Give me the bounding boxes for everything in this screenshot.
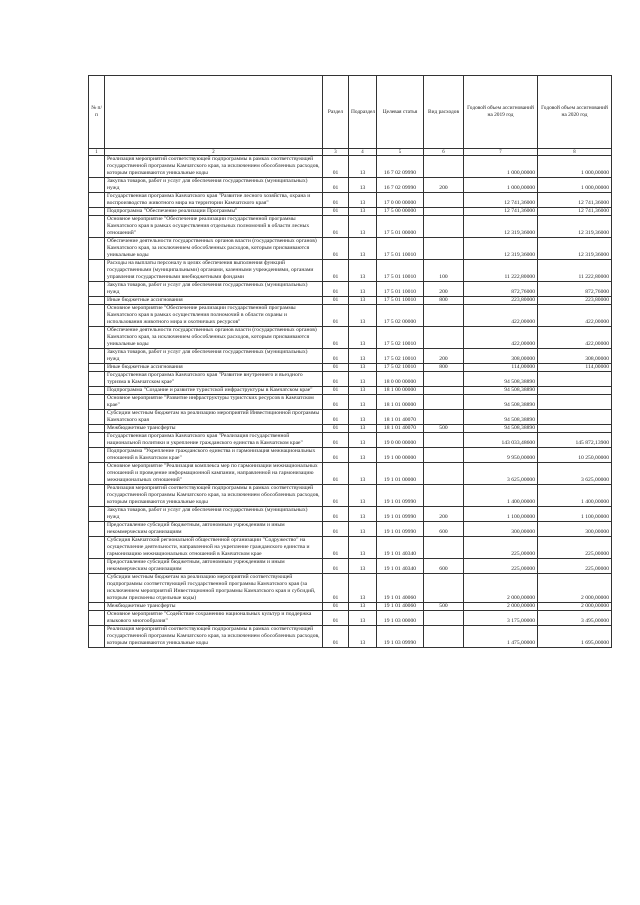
row-razdel-cell: 01 bbox=[323, 193, 349, 208]
table-row bbox=[89, 260, 612, 282]
row-number-cell bbox=[89, 305, 105, 327]
row-2019-cell: 1 000,00000 bbox=[464, 178, 538, 193]
row-name-cell: Государственная программа Камчатского края "Развитие внутреннего и въездного туризма в Камчатском крае" bbox=[105, 372, 323, 387]
row-podrazdel-cell: 13 bbox=[349, 297, 377, 305]
row-podrazdel-cell: 13 bbox=[349, 216, 377, 238]
row-podrazdel-cell: 13 bbox=[349, 349, 377, 364]
row-2019-cell: 2 000,00000 bbox=[464, 603, 538, 611]
row-2020-cell: 1 000,00000 bbox=[538, 156, 612, 178]
row-podrazdel-cell: 13 bbox=[349, 327, 377, 349]
budget-table-page bbox=[88, 75, 611, 648]
row-name-cell: Основное мероприятие "Развитие инфраструктуры туристских ресурсов в Камчатском крае" bbox=[105, 395, 323, 410]
table-row bbox=[89, 559, 612, 574]
row-csr-cell: 17 5 02 10010 bbox=[377, 327, 424, 349]
row-name-cell: Иные бюджетные ассигнования bbox=[105, 364, 323, 372]
row-2020-cell bbox=[538, 410, 612, 425]
row-vr-cell bbox=[424, 463, 464, 485]
row-vr-cell bbox=[424, 216, 464, 238]
row-2020-cell: 225,00000 bbox=[538, 559, 612, 574]
table-row bbox=[89, 156, 612, 178]
table-row bbox=[89, 603, 612, 611]
row-number-cell bbox=[89, 626, 105, 648]
row-name-cell: Реализация мероприятий соответствующей подпрограммы в рамках соответствующей государственной программы Камчатского края, за исключением обособленных расходов, которым присваиваются уникальные коды bbox=[105, 485, 323, 507]
row-csr-cell: 19 1 01 40060 bbox=[377, 574, 424, 603]
row-csr-cell: 18 1 01 00000 bbox=[377, 395, 424, 410]
row-vr-cell bbox=[424, 156, 464, 178]
row-podrazdel-cell: 13 bbox=[349, 260, 377, 282]
row-2019-cell: 12 319,36000 bbox=[464, 216, 538, 238]
row-razdel-cell: 01 bbox=[323, 387, 349, 395]
row-2020-cell: 308,00000 bbox=[538, 349, 612, 364]
row-2020-cell: 11 222,80000 bbox=[538, 260, 612, 282]
table-row bbox=[89, 410, 612, 425]
colnum: 6 bbox=[424, 149, 464, 156]
colnum: 1 bbox=[89, 149, 105, 156]
row-2020-cell: 1 100,00000 bbox=[538, 507, 612, 522]
row-razdel-cell: 01 bbox=[323, 178, 349, 193]
row-razdel-cell: 01 bbox=[323, 559, 349, 574]
row-csr-cell: 19 1 01 09990 bbox=[377, 522, 424, 537]
row-2019-cell: 225,00000 bbox=[464, 559, 538, 574]
row-csr-cell: 17 5 01 10010 bbox=[377, 260, 424, 282]
table-row bbox=[89, 522, 612, 537]
row-name-cell: Межбюджетные трансферты bbox=[105, 425, 323, 433]
row-2020-cell: 300,00000 bbox=[538, 522, 612, 537]
row-csr-cell: 17 5 01 10010 bbox=[377, 238, 424, 260]
row-number-cell bbox=[89, 372, 105, 387]
table-row bbox=[89, 574, 612, 603]
row-2019-cell: 3 175,00000 bbox=[464, 611, 538, 626]
row-number-cell bbox=[89, 156, 105, 178]
row-razdel-cell: 01 bbox=[323, 410, 349, 425]
row-2019-cell: 308,00000 bbox=[464, 349, 538, 364]
colnum: 8 bbox=[538, 149, 612, 156]
row-razdel-cell: 01 bbox=[323, 537, 349, 559]
table-row bbox=[89, 425, 612, 433]
row-podrazdel-cell: 13 bbox=[349, 559, 377, 574]
row-vr-cell: 500 bbox=[424, 425, 464, 433]
row-number-cell bbox=[89, 448, 105, 463]
row-razdel-cell: 01 bbox=[323, 238, 349, 260]
table-row bbox=[89, 372, 612, 387]
row-vr-cell bbox=[424, 305, 464, 327]
row-csr-cell: 17 5 00 00000 bbox=[377, 208, 424, 216]
row-2020-cell: 145 872,13900 bbox=[538, 433, 612, 448]
row-razdel-cell: 01 bbox=[323, 522, 349, 537]
row-number-cell bbox=[89, 485, 105, 507]
row-2020-cell: 114,00000 bbox=[538, 364, 612, 372]
row-csr-cell: 19 1 01 00000 bbox=[377, 463, 424, 485]
row-2020-cell bbox=[538, 425, 612, 433]
row-2020-cell: 225,00000 bbox=[538, 537, 612, 559]
header-row bbox=[89, 76, 612, 149]
row-name-cell: Предоставление субсидий бюджетным, автономным учреждениям и иным некоммерческим организациям bbox=[105, 522, 323, 537]
row-razdel-cell: 01 bbox=[323, 448, 349, 463]
row-podrazdel-cell: 13 bbox=[349, 603, 377, 611]
row-razdel-cell: 01 bbox=[323, 297, 349, 305]
row-name-cell: Реализация мероприятий соответствующей подпрограммы в рамках соответствующей государственной программы Камчатского края, за исключением обособленных расходов, которым присваиваются уникальные коды bbox=[105, 626, 323, 648]
table-row bbox=[89, 463, 612, 485]
row-csr-cell: 19 1 01 09990 bbox=[377, 485, 424, 507]
row-2019-cell: 1 400,00000 bbox=[464, 485, 538, 507]
row-2020-cell: 12 319,36000 bbox=[538, 216, 612, 238]
table-row bbox=[89, 282, 612, 297]
row-number-cell bbox=[89, 297, 105, 305]
row-name-cell: Расходы на выплаты персоналу в целях обеспечения выполнения функций государственными (муниципальными) органами, казенными учреждениями, органами управления государственными внебюджетными фондами bbox=[105, 260, 323, 282]
header-name bbox=[105, 76, 323, 149]
row-2019-cell: 9 950,00000 bbox=[464, 448, 538, 463]
header-csr: Целевая статья bbox=[377, 76, 424, 149]
table-row bbox=[89, 349, 612, 364]
row-vr-cell bbox=[424, 611, 464, 626]
row-name-cell: Субсидии местным бюджетам на реализацию мероприятий Инвестиционной программы Камчатского края bbox=[105, 410, 323, 425]
row-name-cell: Подпрограмма "Создание и развитие туристской инфраструктуры в Камчатском крае" bbox=[105, 387, 323, 395]
row-2019-cell: 422,00000 bbox=[464, 327, 538, 349]
row-csr-cell: 18 1 00 00000 bbox=[377, 387, 424, 395]
row-vr-cell bbox=[424, 372, 464, 387]
row-name-cell: Реализация мероприятий соответствующей подпрограммы в рамках соответствующей государственной программы Камчатского края, за исключением обособленных расходов, которым присваиваются уникальные коды bbox=[105, 156, 323, 178]
row-razdel-cell: 01 bbox=[323, 603, 349, 611]
row-csr-cell: 19 1 03 00000 bbox=[377, 611, 424, 626]
row-number-cell bbox=[89, 395, 105, 410]
row-razdel-cell: 01 bbox=[323, 611, 349, 626]
row-name-cell: Государственная программа Камчатского края "Реализация государственной национальной политики и укрепление гражданского единства в Камчатском крае" bbox=[105, 433, 323, 448]
row-2020-cell: 12 741,36000 bbox=[538, 208, 612, 216]
row-vr-cell bbox=[424, 574, 464, 603]
row-csr-cell: 17 5 02 00000 bbox=[377, 305, 424, 327]
row-2019-cell: 225,00000 bbox=[464, 537, 538, 559]
table-row bbox=[89, 208, 612, 216]
row-2019-cell: 114,00000 bbox=[464, 364, 538, 372]
row-2019-cell: 1 475,00000 bbox=[464, 626, 538, 648]
row-number-cell bbox=[89, 193, 105, 208]
row-razdel-cell: 01 bbox=[323, 425, 349, 433]
row-name-cell: Закупка товаров, работ и услуг для обеспечения государственных (муниципальных) нужд bbox=[105, 178, 323, 193]
row-razdel-cell: 01 bbox=[323, 485, 349, 507]
row-vr-cell bbox=[424, 626, 464, 648]
row-csr-cell: 19 1 01 40340 bbox=[377, 537, 424, 559]
row-podrazdel-cell: 13 bbox=[349, 305, 377, 327]
row-name-cell: Основное мероприятие "Реализация комплекса мер по гармонизации межнациональных отношений и проведение информационной кампании, направленной на гармонизацию межнациональных отношений" bbox=[105, 463, 323, 485]
header-2019: Годовой объем ассигнований на 2019 год bbox=[464, 76, 538, 149]
row-2019-cell: 12 741,36000 bbox=[464, 193, 538, 208]
row-vr-cell: 500 bbox=[424, 603, 464, 611]
row-2020-cell: 3 625,00000 bbox=[538, 463, 612, 485]
row-razdel-cell: 01 bbox=[323, 433, 349, 448]
row-2019-cell: 12 319,36000 bbox=[464, 238, 538, 260]
row-podrazdel-cell: 13 bbox=[349, 372, 377, 387]
row-podrazdel-cell: 13 bbox=[349, 156, 377, 178]
row-name-cell: Субсидия Камчатской региональной общественной организации "Содружество" на осуществление деятельности, направленной на укрепление гражданского единства и гармонизацию межнациональных отношений в Камчатском крае bbox=[105, 537, 323, 559]
row-name-cell: Государственная программа Камчатского края "Развитие лесного хозяйства, охрана и воспроизводство животного мира на территории Камчатского края" bbox=[105, 193, 323, 208]
row-vr-cell bbox=[424, 395, 464, 410]
row-name-cell: Иные бюджетные ассигнования bbox=[105, 297, 323, 305]
table-row bbox=[89, 626, 612, 648]
row-vr-cell bbox=[424, 238, 464, 260]
row-podrazdel-cell: 13 bbox=[349, 574, 377, 603]
row-razdel-cell: 01 bbox=[323, 208, 349, 216]
row-razdel-cell: 01 bbox=[323, 626, 349, 648]
table-row bbox=[89, 193, 612, 208]
row-csr-cell: 19 1 01 40060 bbox=[377, 603, 424, 611]
row-podrazdel-cell: 13 bbox=[349, 522, 377, 537]
colnum: 2 bbox=[105, 149, 323, 156]
row-number-cell bbox=[89, 282, 105, 297]
row-2019-cell: 94 508,38890 bbox=[464, 387, 538, 395]
row-podrazdel-cell: 13 bbox=[349, 395, 377, 410]
table-row bbox=[89, 485, 612, 507]
row-vr-cell: 800 bbox=[424, 364, 464, 372]
table-row bbox=[89, 537, 612, 559]
row-2019-cell: 422,00000 bbox=[464, 305, 538, 327]
header-num: № п/п bbox=[89, 76, 105, 149]
column-number-row bbox=[89, 149, 612, 156]
row-2020-cell: 422,00000 bbox=[538, 305, 612, 327]
row-razdel-cell: 01 bbox=[323, 260, 349, 282]
row-number-cell bbox=[89, 260, 105, 282]
row-number-cell bbox=[89, 559, 105, 574]
row-razdel-cell: 01 bbox=[323, 463, 349, 485]
row-vr-cell: 200 bbox=[424, 282, 464, 297]
row-podrazdel-cell: 13 bbox=[349, 537, 377, 559]
row-2019-cell: 94 508,38890 bbox=[464, 372, 538, 387]
row-csr-cell: 18 1 01 40070 bbox=[377, 425, 424, 433]
table-row bbox=[89, 238, 612, 260]
row-number-cell bbox=[89, 603, 105, 611]
row-csr-cell: 18 1 01 40070 bbox=[377, 410, 424, 425]
row-2020-cell: 12 741,36000 bbox=[538, 193, 612, 208]
row-name-cell: Закупка товаров, работ и услуг для обеспечения государственных (муниципальных) нужд bbox=[105, 507, 323, 522]
row-number-cell bbox=[89, 537, 105, 559]
row-csr-cell: 16 7 02 09990 bbox=[377, 156, 424, 178]
row-vr-cell: 600 bbox=[424, 559, 464, 574]
row-name-cell: Подпрограмма "Укрепление гражданского единства и гармонизация межнациональных отношений в Камчатском крае" bbox=[105, 448, 323, 463]
row-vr-cell bbox=[424, 327, 464, 349]
row-number-cell bbox=[89, 522, 105, 537]
colnum: 5 bbox=[377, 149, 424, 156]
table-row bbox=[89, 327, 612, 349]
row-csr-cell: 19 0 00 00000 bbox=[377, 433, 424, 448]
row-vr-cell: 200 bbox=[424, 507, 464, 522]
row-vr-cell: 100 bbox=[424, 260, 464, 282]
row-razdel-cell: 01 bbox=[323, 574, 349, 603]
row-podrazdel-cell: 13 bbox=[349, 387, 377, 395]
row-number-cell bbox=[89, 208, 105, 216]
row-2020-cell bbox=[538, 395, 612, 410]
row-podrazdel-cell: 13 bbox=[349, 626, 377, 648]
row-vr-cell: 600 bbox=[424, 522, 464, 537]
header-razdel: Раздел bbox=[323, 76, 349, 149]
row-podrazdel-cell: 13 bbox=[349, 485, 377, 507]
header-2020: Годовой объем ассигнований на 2020 год bbox=[538, 76, 612, 149]
row-2020-cell: 2 000,00000 bbox=[538, 574, 612, 603]
row-podrazdel-cell: 13 bbox=[349, 433, 377, 448]
row-2020-cell: 1 695,00000 bbox=[538, 626, 612, 648]
row-2020-cell: 2 000,00000 bbox=[538, 603, 612, 611]
row-name-cell: Предоставление субсидий бюджетным, автономным учреждениям и иным некоммерческим организациям bbox=[105, 559, 323, 574]
row-number-cell bbox=[89, 507, 105, 522]
row-podrazdel-cell: 13 bbox=[349, 463, 377, 485]
row-podrazdel-cell: 13 bbox=[349, 410, 377, 425]
row-number-cell bbox=[89, 387, 105, 395]
table-row bbox=[89, 364, 612, 372]
row-csr-cell: 17 5 02 10010 bbox=[377, 364, 424, 372]
row-csr-cell: 19 1 03 09990 bbox=[377, 626, 424, 648]
colnum: 3 bbox=[323, 149, 349, 156]
row-2020-cell: 3 495,00000 bbox=[538, 611, 612, 626]
row-name-cell: Основное мероприятие "Обеспечение реализации государственной программы Камчатского края в рамках осуществления полномочий в области охраны и использования животного мира и охотничьих ресурсов" bbox=[105, 305, 323, 327]
row-number-cell bbox=[89, 463, 105, 485]
row-csr-cell: 17 5 01 10010 bbox=[377, 282, 424, 297]
row-2019-cell: 94 508,38890 bbox=[464, 395, 538, 410]
header-vr: Вид расходов bbox=[424, 76, 464, 149]
row-number-cell bbox=[89, 574, 105, 603]
row-2019-cell: 143 033,48600 bbox=[464, 433, 538, 448]
row-csr-cell: 17 5 01 00000 bbox=[377, 216, 424, 238]
row-vr-cell bbox=[424, 193, 464, 208]
table-row bbox=[89, 297, 612, 305]
table-row bbox=[89, 178, 612, 193]
row-2019-cell: 872,76000 bbox=[464, 282, 538, 297]
row-podrazdel-cell: 13 bbox=[349, 238, 377, 260]
row-name-cell: Закупка товаров, работ и услуг для обеспечения государственных (муниципальных) нужд bbox=[105, 282, 323, 297]
row-name-cell: Подпрограмма "Обеспечение реализации Программы" bbox=[105, 208, 323, 216]
row-csr-cell: 17 5 02 10010 bbox=[377, 349, 424, 364]
row-name-cell: Обеспечение деятельности государственных органов власти (государственных органов) Камчатского края, за исключением обособленных расходов, которым присваиваются уникальные коды bbox=[105, 327, 323, 349]
row-name-cell: Закупка товаров, работ и услуг для обеспечения государственных (муниципальных) нужд bbox=[105, 349, 323, 364]
row-razdel-cell: 01 bbox=[323, 372, 349, 387]
row-2019-cell: 1 100,00000 bbox=[464, 507, 538, 522]
row-name-cell: Обеспечение деятельности государственных органов власти (государственных органов) Камчатского края, за исключением обособленных расходов, которым присваиваются уникальные коды bbox=[105, 238, 323, 260]
row-number-cell bbox=[89, 611, 105, 626]
row-number-cell bbox=[89, 238, 105, 260]
colnum: 7 bbox=[464, 149, 538, 156]
row-2020-cell: 10 250,00000 bbox=[538, 448, 612, 463]
row-csr-cell: 17 0 00 00000 bbox=[377, 193, 424, 208]
row-razdel-cell: 01 bbox=[323, 305, 349, 327]
row-2020-cell: 1 000,00000 bbox=[538, 178, 612, 193]
row-2020-cell: 1 400,00000 bbox=[538, 485, 612, 507]
row-2020-cell bbox=[538, 372, 612, 387]
row-number-cell bbox=[89, 178, 105, 193]
row-razdel-cell: 01 bbox=[323, 349, 349, 364]
budget-allocation-table bbox=[88, 75, 612, 648]
row-2019-cell: 300,00000 bbox=[464, 522, 538, 537]
row-podrazdel-cell: 13 bbox=[349, 208, 377, 216]
row-csr-cell: 19 1 01 09990 bbox=[377, 507, 424, 522]
row-number-cell bbox=[89, 410, 105, 425]
row-name-cell: Основное мероприятие "Содействие сохранению национальных культур и поддержка языкового многообразия" bbox=[105, 611, 323, 626]
row-razdel-cell: 01 bbox=[323, 395, 349, 410]
row-podrazdel-cell: 13 bbox=[349, 178, 377, 193]
row-2019-cell: 11 222,80000 bbox=[464, 260, 538, 282]
row-number-cell bbox=[89, 349, 105, 364]
row-vr-cell: 200 bbox=[424, 349, 464, 364]
row-vr-cell bbox=[424, 485, 464, 507]
row-2019-cell: 94 508,38890 bbox=[464, 410, 538, 425]
row-2019-cell: 2 000,00000 bbox=[464, 574, 538, 603]
table-row bbox=[89, 507, 612, 522]
table-row bbox=[89, 387, 612, 395]
row-vr-cell bbox=[424, 537, 464, 559]
colnum: 4 bbox=[349, 149, 377, 156]
row-razdel-cell: 01 bbox=[323, 282, 349, 297]
row-2020-cell bbox=[538, 387, 612, 395]
row-csr-cell: 16 7 02 09990 bbox=[377, 178, 424, 193]
row-2020-cell: 872,76000 bbox=[538, 282, 612, 297]
row-vr-cell bbox=[424, 387, 464, 395]
row-razdel-cell: 01 bbox=[323, 364, 349, 372]
row-name-cell: Межбюджетные трансферты bbox=[105, 603, 323, 611]
row-vr-cell bbox=[424, 433, 464, 448]
row-podrazdel-cell: 13 bbox=[349, 507, 377, 522]
table-row bbox=[89, 433, 612, 448]
row-number-cell bbox=[89, 327, 105, 349]
row-2019-cell: 94 508,38890 bbox=[464, 425, 538, 433]
row-number-cell bbox=[89, 216, 105, 238]
row-2019-cell: 223,80000 bbox=[464, 297, 538, 305]
row-csr-cell: 17 5 01 10010 bbox=[377, 297, 424, 305]
row-vr-cell bbox=[424, 410, 464, 425]
row-csr-cell: 19 1 01 40340 bbox=[377, 559, 424, 574]
row-razdel-cell: 01 bbox=[323, 327, 349, 349]
row-2019-cell: 3 625,00000 bbox=[464, 463, 538, 485]
table-row bbox=[89, 611, 612, 626]
row-2019-cell: 12 741,36000 bbox=[464, 208, 538, 216]
row-2019-cell: 1 000,00000 bbox=[464, 156, 538, 178]
row-podrazdel-cell: 13 bbox=[349, 364, 377, 372]
row-podrazdel-cell: 13 bbox=[349, 611, 377, 626]
row-razdel-cell: 01 bbox=[323, 216, 349, 238]
row-vr-cell: 800 bbox=[424, 297, 464, 305]
row-vr-cell: 200 bbox=[424, 178, 464, 193]
row-csr-cell: 19 1 00 00000 bbox=[377, 448, 424, 463]
row-razdel-cell: 01 bbox=[323, 156, 349, 178]
row-number-cell bbox=[89, 425, 105, 433]
row-csr-cell: 18 0 00 00000 bbox=[377, 372, 424, 387]
row-podrazdel-cell: 13 bbox=[349, 448, 377, 463]
row-podrazdel-cell: 13 bbox=[349, 282, 377, 297]
row-2020-cell: 223,80000 bbox=[538, 297, 612, 305]
table-row bbox=[89, 395, 612, 410]
row-razdel-cell: 01 bbox=[323, 507, 349, 522]
table-row bbox=[89, 305, 612, 327]
header-podrazdel: Подраздел bbox=[349, 76, 377, 149]
row-number-cell bbox=[89, 433, 105, 448]
row-2020-cell: 12 319,36000 bbox=[538, 238, 612, 260]
row-number-cell bbox=[89, 364, 105, 372]
row-name-cell: Субсидии местным бюджетам на реализацию мероприятий соответствующей подпрограммы соответствующей государственной программы Камчатского края (за исключением мероприятий Инвестиционной программы Камчатского края и субсидий, которым присвоены отдельные коды) bbox=[105, 574, 323, 603]
table-row bbox=[89, 448, 612, 463]
row-vr-cell bbox=[424, 208, 464, 216]
row-podrazdel-cell: 13 bbox=[349, 193, 377, 208]
row-podrazdel-cell: 13 bbox=[349, 425, 377, 433]
table-body bbox=[89, 156, 612, 648]
table-row bbox=[89, 216, 612, 238]
row-vr-cell bbox=[424, 448, 464, 463]
row-2020-cell: 422,00000 bbox=[538, 327, 612, 349]
row-name-cell: Основное мероприятие "Обеспечение реализации государственной программы Камчатского края в рамках осуществления отдельных полномочий в области лесных отношений" bbox=[105, 216, 323, 238]
